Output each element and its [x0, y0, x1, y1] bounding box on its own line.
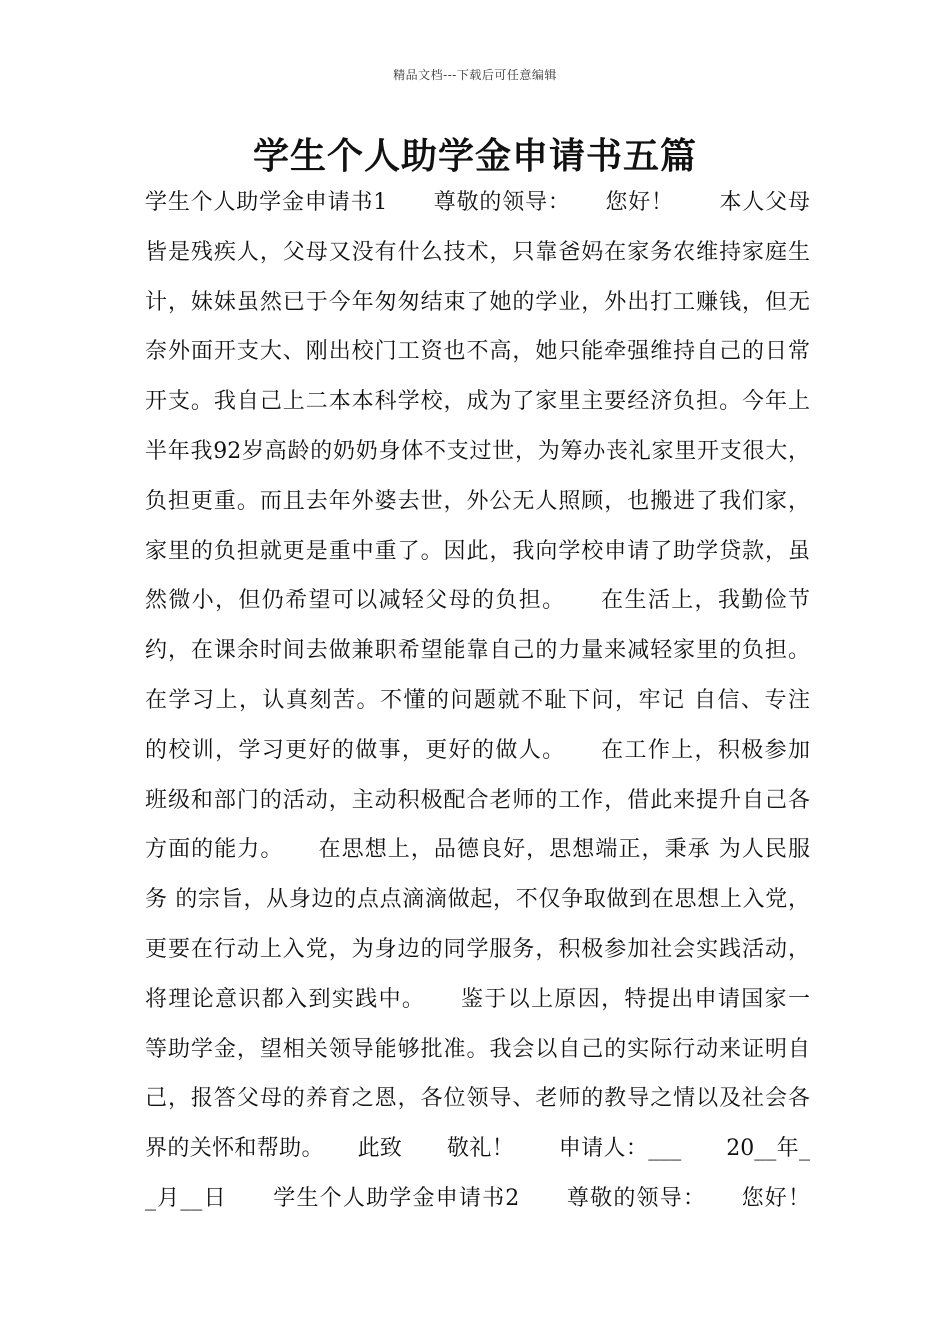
body-line: 开支。我自己上二本本科学校，成为了家里主要经济负担。今年上	[145, 389, 810, 415]
body-line: 等助学金，望相关领导能够批准。我会以自己的实际行动来证明自	[145, 1036, 810, 1062]
body-line: 家里的负担就更是重中重了。因此，我向学校申请了助学贷款，虽	[145, 538, 810, 564]
body-line: 班级和部门的活动，主动积极配合老师的工作，借此来提升自己各	[145, 787, 810, 813]
body-line: 负担更重。而且去年外婆去世，外公无人照顾，也搬进了我们家，	[145, 488, 810, 514]
document-title: 学生个人助学金申请书五篇	[252, 135, 697, 177]
body-line: 的校训，学习更好的做事，更好的做人。 在工作上，积极参加	[145, 737, 810, 763]
header-note: 精品文档---下载后可任意编辑	[393, 68, 557, 82]
body-line: 计，妹妹虽然已于今年匆匆结束了她的学业，外出打工赚钱，但无	[145, 289, 810, 315]
body-line: 约，在课余时间去做兼职希望能靠自己的力量来减轻家里的负担。	[145, 638, 810, 664]
document-body	[145, 178, 810, 1224]
body-line: 将理论意识都入到实践中。 鉴于以上原因，特提出申请国家一	[145, 986, 810, 1012]
body-line: 更要在行动上入党，为身边的同学服务，积极参加社会实践活动，	[145, 936, 810, 962]
body-line: 方面的能力。 在思想上，品德良好，思想端正，秉承 为人民服	[145, 837, 810, 863]
body-line: 然微小，但仍希望可以减轻父母的负担。 在生活上，我勤俭节	[145, 588, 810, 614]
body-line: 务 的宗旨，从身边的点点滴滴做起，不仅争取做到在思想上入党，	[145, 887, 810, 913]
body-line: 学生个人助学金申请书1 尊敬的领导： 您好！ 本人父母	[145, 190, 810, 215]
body-line: 在学习上，认真刻苦。不懂的问题就不耻下问，牢记 自信、专注	[145, 687, 810, 713]
body-line: 己，报答父母的养育之恩，各位领导、老师的教导之情以及社会各	[145, 1086, 810, 1112]
body-line: 半年我92岁高龄的奶奶身体不支过世，为筹办丧礼家里开支很大，	[145, 438, 810, 464]
body-line: 奈外面开支大、刚出校门工资也不高，她只能牵强维持自己的日常	[145, 339, 810, 365]
body-line: 皆是残疾人，父母又没有什么技术，只靠爸妈在家务农维持家庭生	[145, 239, 810, 265]
body-line: _月__日 学生个人助学金申请书2 尊敬的领导： 您好！	[145, 1185, 810, 1211]
body-line: 界的关怀和帮助。 此致 敬礼！ 申请人：___ 20__年_	[145, 1136, 810, 1162]
